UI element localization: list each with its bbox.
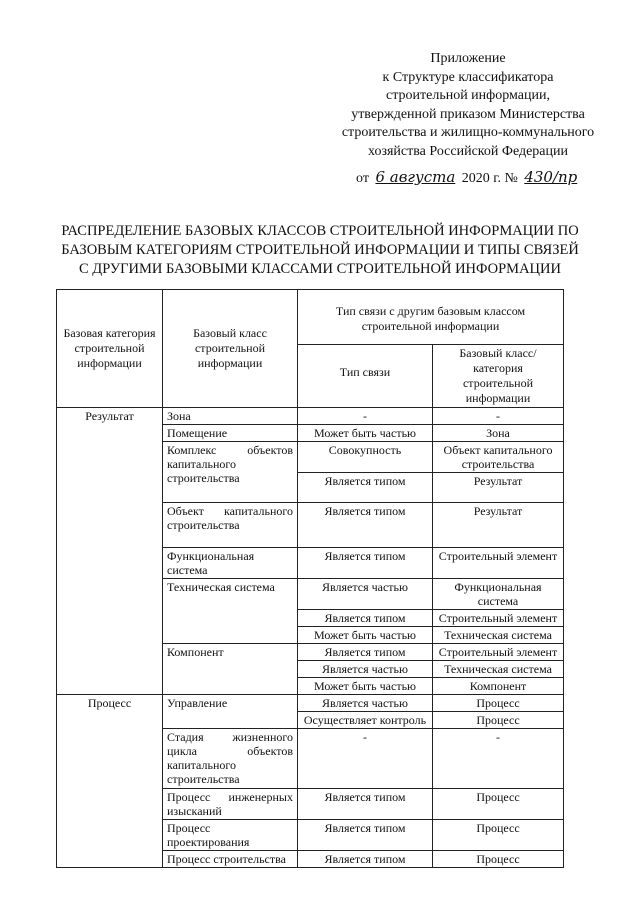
header-link-group: Тип связи с другим базовым классом строительной информации (298, 290, 564, 345)
title-line: БАЗОВЫМ КАТЕГОРИЯМ СТРОИТЕЛЬНОЙ ИНФОРМАЦИИ И ТИПЫ СВЯЗЕЙ (61, 242, 579, 258)
class-cell: Компонент (163, 644, 298, 695)
appendix-line: строительной информации, (386, 88, 550, 103)
classification-table (56, 289, 564, 868)
target-cell: Процесс (433, 695, 564, 712)
class-cell: Объект капитального строительства (163, 503, 298, 548)
order-reference (356, 168, 616, 187)
target-cell: Строительный элемент (433, 644, 564, 661)
link-cell: Осуществляет контроль (298, 712, 433, 729)
target-cell: - (433, 408, 564, 425)
link-cell: - (298, 729, 433, 789)
target-cell: Процесс (433, 789, 564, 820)
header-base-class: Базовый класс строительной информации (163, 290, 298, 408)
class-cell: Управление (163, 695, 298, 729)
header-category: Базовая категория строительной информации (57, 290, 163, 408)
link-cell: Является частью (298, 695, 433, 712)
class-cell: Процесс инженерных изысканий (163, 789, 298, 820)
target-cell: Результат (433, 473, 564, 503)
target-cell: Объект капитального строительства (433, 442, 564, 473)
class-cell: Процесс проектирования (163, 820, 298, 851)
link-cell: Является типом (298, 610, 433, 627)
category-cell: Процесс (57, 695, 163, 868)
order-prefix: от (356, 171, 369, 186)
appendix-line: строительства и жилищно-коммунального (341, 125, 595, 140)
class-cell: Функциональная система (163, 548, 298, 579)
target-cell: Строительный элемент (433, 610, 564, 627)
target-cell: Зона (433, 425, 564, 442)
link-cell: Является типом (298, 851, 433, 868)
link-cell: Является частью (298, 579, 433, 610)
class-cell: Помещение (163, 425, 298, 442)
target-cell: - (433, 729, 564, 789)
target-cell: Процесс (433, 820, 564, 851)
link-cell: Является частью (298, 661, 433, 678)
title-line: РАСПРЕДЕЛЕНИЕ БАЗОВЫХ КЛАССОВ СТРОИТЕЛЬНОЙ ИНФОРМАЦИИ ПО (61, 223, 579, 239)
class-cell: Комплекс объектов капитального строительства (163, 442, 298, 503)
header-target: Базовый класс/категория строительной информации (433, 345, 564, 408)
class-cell: Процесс строительства (163, 851, 298, 868)
order-date-handwritten: 6 августа (375, 168, 456, 186)
class-cell: Стадия жизненного цикла объектов капитального строительства (163, 729, 298, 789)
header-link-type: Тип связи (298, 345, 433, 408)
document-title (40, 222, 600, 279)
appendix-header (318, 50, 618, 161)
link-cell: Может быть частью (298, 425, 433, 442)
appendix-line: Приложение (430, 51, 506, 66)
link-cell: Является типом (298, 644, 433, 661)
link-cell: Является типом (298, 820, 433, 851)
link-cell: Является типом (298, 503, 433, 548)
link-cell: Является типом (298, 548, 433, 579)
target-cell: Функциональная система (433, 579, 564, 610)
target-cell: Техническая система (433, 627, 564, 644)
target-cell: Результат (433, 503, 564, 548)
target-cell: Процесс (433, 712, 564, 729)
appendix-line: к Структуре классификатора (382, 69, 554, 85)
order-year: 2020 г. № (461, 171, 518, 186)
class-cell: Техническая система (163, 579, 298, 644)
target-cell: Строительный элемент (433, 548, 564, 579)
link-cell: Является типом (298, 473, 433, 503)
category-cell: Результат (57, 408, 163, 695)
title-line: С ДРУГИМИ БАЗОВЫМИ КЛАССАМИ СТРОИТЕЛЬНОЙ ИНФОРМАЦИИ (79, 261, 561, 277)
link-cell: Может быть частью (298, 678, 433, 695)
link-cell: Может быть частью (298, 627, 433, 644)
order-number-handwritten: 430/пр (524, 168, 578, 186)
target-cell: Техническая система (433, 661, 564, 678)
link-cell: Совокупность (298, 442, 433, 473)
appendix-line: хозяйства Российской Федерации (367, 143, 568, 159)
link-cell: - (298, 408, 433, 425)
appendix-line: утвержденной приказом Министерства (351, 106, 585, 122)
target-cell: Процесс (433, 851, 564, 868)
target-cell: Компонент (433, 678, 564, 695)
class-cell: Зона (163, 408, 298, 425)
link-cell: Является типом (298, 789, 433, 820)
